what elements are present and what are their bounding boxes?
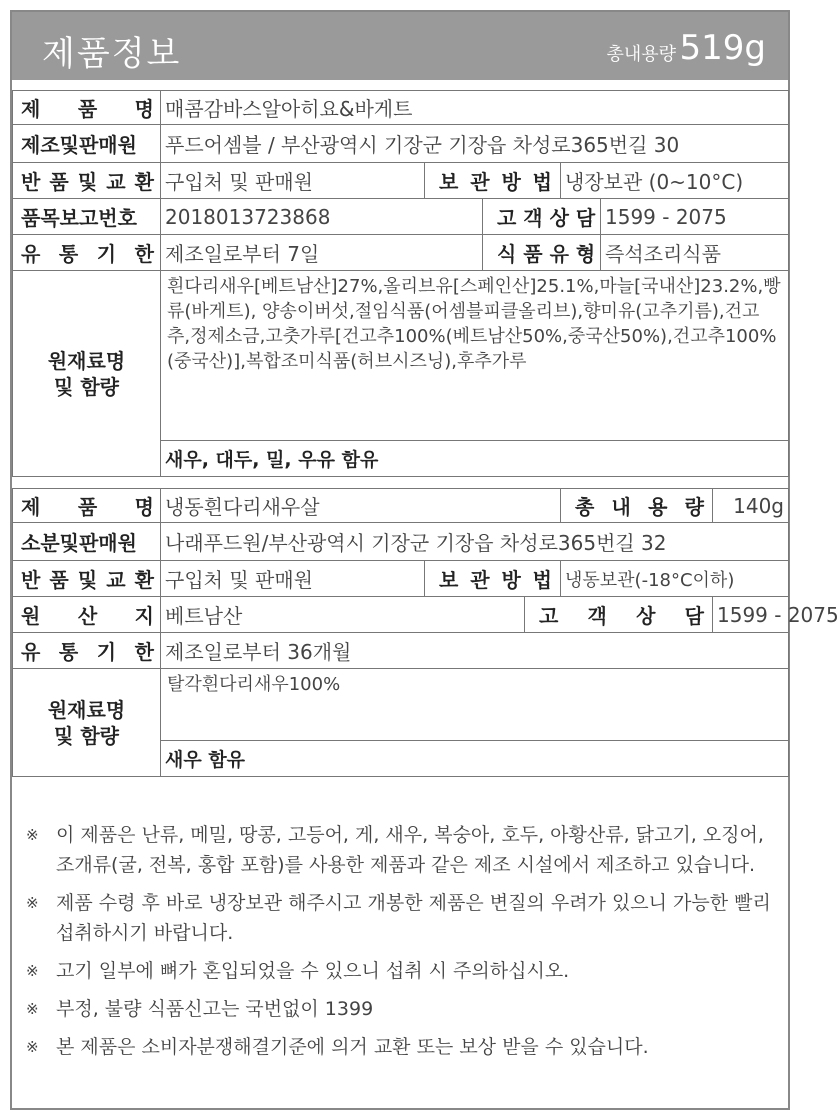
table-row [13,489,789,523]
note-text: 부정, 불량 식품신고는 국번없이 1399 [56,998,374,1020]
food-type-value: 즉석조리식품 [601,235,789,271]
table-row [13,163,789,199]
product2-expiry-value: 제조일로부터 36개월 [161,633,789,669]
table-row [13,633,789,669]
note-text: 본 제품은 소비자분쟁해결기준에 의거 교환 또는 보상 받을 수 있습니다. [56,1036,649,1058]
reference-mark-icon: ※ [26,894,39,912]
table-row [13,125,789,163]
table-row [13,523,789,561]
product2-customer-service-label: 고 객 상 담 [525,597,713,633]
product-info-label [10,10,839,1110]
note-item [26,820,774,880]
product2-volume-value: 140g [713,489,789,523]
total-volume-value: 519g [679,28,766,68]
header-bar [12,12,788,80]
page-title: 제품정보 [42,34,182,74]
origin-value: 베트남산 [161,597,525,633]
product2-ingredients-label-line2: 및 함량 [54,723,119,748]
product2-volume-label: 총 내 용 량 [561,489,713,523]
product1-table [12,90,789,477]
report-number-label: 품목보고번호 [13,199,161,235]
storage-value: 냉장보관 (0~10°C) [561,163,789,199]
reference-mark-icon: ※ [26,1038,39,1056]
expiry-value: 제조일로부터 7일 [161,235,483,271]
exchange-value: 구입처 및 판매원 [161,163,425,199]
note-text: 고기 일부에 뼈가 혼입되었을 수 있으니 섭취 시 주의하십시오. [56,960,570,982]
table-row [13,199,789,235]
exchange-label: 반 품 및 교 환 [13,163,161,199]
table-row [13,597,789,633]
distributor-value: 나래푸드원/부산광역시 기장군 기장읍 차성로365번길 32 [161,523,789,561]
product2-name-label: 제 품 명 [13,489,161,523]
product2-storage-label: 보 관 방 법 [425,561,561,597]
note-text: 이 제품은 난류, 메밀, 땅콩, 고등어, 게, 새우, 복숭아, 호두, 아황산류, 닭고기, 오징어, 조개류(굴, 전복, 홍합 포함)를 사용한 제품과 같은 제조 시설에서 제조하고 있습니다. [56,824,764,876]
reference-mark-icon: ※ [26,962,39,980]
distributor-label: 소분및판매원 [13,523,161,561]
reference-mark-icon: ※ [26,1000,39,1018]
expiry-label: 유 통 기 한 [13,235,161,271]
product2-ingredients-label [13,669,161,777]
product-name-label: 제 품 명 [13,91,161,125]
table-row [13,271,789,441]
product-name-value: 매콤감바스알아히요&바게트 [161,91,789,125]
allergen-notice: 새우, 대두, 밀, 우유 함유 [161,441,789,477]
maker-value: 푸드어셈블 / 부산광역시 기장군 기장읍 차성로365번길 30 [161,125,789,163]
product2-allergen-notice: 새우 함유 [161,741,789,777]
ingredients-label [13,271,161,477]
product2-name-value: 냉동흰다리새우살 [161,489,561,523]
ingredients-value: 흰다리새우[베트남산]27%,올리브유[스페인산]25.1%,마늘[국내산]23.2%,빵류(바게트), 양송이버섯,절임식품(어셈블피클올리브),향미유(고추기름),건고추,정제소금,고춧가루[건고추100%(베트남산50%,중국산50%),건고추100%(중국산)],복합조미식품(허브시즈닝),후추가루 [161,271,789,441]
reference-mark-icon: ※ [26,826,39,844]
origin-label: 원 산 지 [13,597,161,633]
note-text: 제품 수령 후 바로 냉장보관 해주시고 개봉한 제품은 변질의 우려가 있으니 가능한 빨리 섭취하시기 바랍니다. [56,892,771,944]
note-item [26,956,774,986]
product2-storage-value: 냉동보관(-18°C이하) [561,561,789,597]
table-row [13,235,789,271]
customer-service-value: 1599 - 2075 [601,199,789,235]
product2-table [12,488,839,777]
total-volume-label: 총내용량 [606,44,676,65]
product2-exchange-value: 구입처 및 판매원 [161,561,425,597]
table-row [13,561,789,597]
food-type-label: 식 품 유 형 [483,235,601,271]
product2-expiry-label: 유 통 기 한 [13,633,161,669]
notes-section [12,800,788,1070]
note-item [26,994,774,1024]
note-item [26,1032,774,1062]
product2-ingredients-value: 탈각흰다리새우100% [161,669,789,741]
product2-customer-service-value: 1599 - 2075 [713,597,789,633]
ingredients-label-line2: 및 함량 [54,374,119,399]
ingredients-label-line1: 원재료명 [47,348,126,373]
note-item [26,888,774,948]
product2-exchange-label: 반 품 및 교 환 [13,561,161,597]
report-number-value: 2018013723868 [161,199,483,235]
table-row [13,669,789,741]
table-row [13,91,789,125]
product2-ingredients-label-line1: 원재료명 [47,697,126,722]
customer-service-label: 고 객 상 담 [483,199,601,235]
storage-label: 보 관 방 법 [425,163,561,199]
maker-label: 제조및판매원 [13,125,161,163]
